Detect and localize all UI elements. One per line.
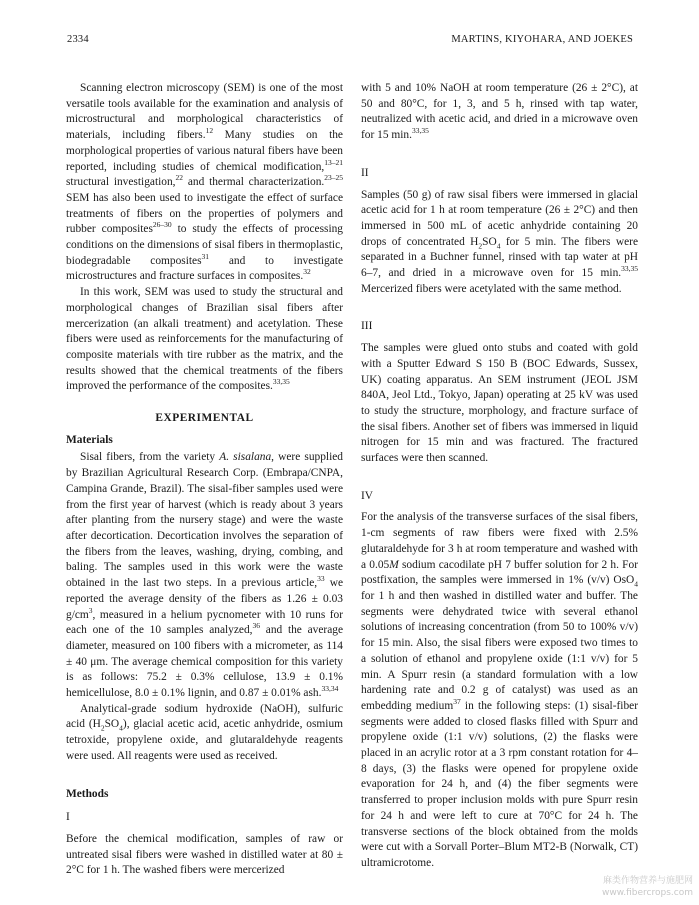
method-step-label-1: I bbox=[66, 811, 70, 824]
species-name: A. sisalana bbox=[219, 451, 272, 464]
acetylation-paragraph: Samples (50 g) of raw sisal fibers were immersed in glacial acetic acid for 1 h at room temperature (26 ± 2°C) and then immersed in 500 mL of acetic anhydride containing 20 drops of concentrated $H_2SO_4$ for 5 min. The fibers were separated in a Buchner funnel, rinsed with tap water at pH 6–7, and dried in a microwave oven for 15 min.$^{33,35}$ Mercerized fibers were acetylated with the same method. bbox=[361, 188, 638, 295]
citation: 22 bbox=[175, 173, 184, 183]
running-title: MARTINS, KIYOHARA, AND JOEKES bbox=[451, 34, 633, 45]
materials-paragraph-1: Sisal fibers, from the variety A. sisalana, were supplied by Brazilian Agricultural Research Corp. (Embrapa/CNPA, Campina Grande, Brazil). The sisal-fiber samples used were from the first year of harvest (which is ready about 3 years after planting from the nursery stage) and were the waste after decortication. Decortication involves the separation of the fibers from the leaves, washing, drying, combing, and baling. The samples used in this work were the waste obtained in the last two steps. In a previous article,$^{33}$ we reported the average density of the fibers as 1.26 ± 0.03 $g/cm^3$, measured in a helium pycnometer with 10 runs for each one of the 10 samples analyzed,$^{36}$ and the average diameter, measured on 100 fibers with a micrometer, as 114 ± 40 μm. The average chemical composition for this variety is as follows: 75.2 ± 0.3% cellulose, 13.9 ± 0.1% hemicellulose, 8.0 ± 0.1% lignin, and 0.87 ± 0.01% ash.$^{33,34}$ bbox=[66, 451, 344, 700]
citation: 12 bbox=[205, 126, 214, 136]
method-step-label-2: II bbox=[361, 166, 369, 179]
citation: 33,35 bbox=[272, 377, 290, 387]
transverse-analysis-paragraph: For the analysis of the transverse surfaces of the sisal fibers, 1-cm segments of raw fibers were fixed with 2.5% glutaraldehyde for 3 h at room temperature and washed with a 0.05M sodium cacodilate pH 7 buffer solution for 2 h. For postfixation, the samples were immersed in 1% (v/v) OsO$_4$ for 1 h and then washed in distilled water and buffer. The segments were dehydrated twice with several ethanol solutions of increasing concentration (from 50 to 100% v/v) for 15 min. Also, the sisal fibers were exposed two times to a solution of ethanol and propylene oxide (1:1 v/v) for 5 min. A Spurr resin (a standard formulation with a low hardening rate and 0.2 g of catalyst) was used as an embedding medium$^{37}$ in the following steps: (1) sisal-fiber segments were added to closed flasks filled with Spurr and propylene oxide (1:1 v/v) solutions, (2) the flasks were placed in an acrylic rotor at a 3 rpm constant rotation for 4–8 days, (3) the flasks were opened for propylene oxide evaporation for 24 h, and (4) the fiber segments were transferred to proper inclusion molds with pure Spurr resin for 24 h and were left to cure at 70°C for 24 h. The transverse sections of the block obtained from the molds were cut with a Sorvall Porter–Blum MT2-B (Norwalk, CT) ultramicrotome. bbox=[361, 511, 638, 869]
citation: 37 bbox=[453, 697, 461, 707]
unit-micrometer: μm bbox=[90, 655, 106, 668]
citation: 33,34 bbox=[321, 684, 339, 694]
right-column bbox=[361, 81, 638, 872]
mercerization-paragraph: with 5 and 10% NaOH at room temperature (26 ± 2°C), at 50 and 80°C, for 1, 3, and 5 h, rinsed with tap water, neutralized with acetic acid, and dried in a microwave oven for 15 min.$^{33,35}$ bbox=[361, 82, 638, 142]
sem-paragraph: The samples were glued onto stubs and coated with gold with a Sputter Edward S 150 B (BOC Edwards, Sussex, UK) coating apparatus. An SEM instrument (JEOL JSM 840A, Jeol Ltd., Tokyo, Japan) operating at 25 kV was used to study the structure, morphology, and fracture surface of the sisal fibers. Another set of fibers was immersed in liquid nitrogen for 15 min and was fractured. The fractured surfaces were then scanned. bbox=[361, 342, 638, 465]
method-step-label-4: IV bbox=[361, 489, 374, 502]
materials-paragraph-2: Analytical-grade sodium hydroxide (NaOH), sulfuric acid $(H_2SO_4)$, glacial acetic acid, acetic anhydride, osmium tetroxide, propylene oxide, and glutaraldehyde reagents were used. All reagents were used as received. bbox=[66, 702, 344, 762]
section-heading-experimental: EXPERIMENTAL bbox=[155, 412, 254, 425]
citation: 31 bbox=[201, 251, 210, 261]
citation: 33,35 bbox=[621, 264, 638, 274]
intro-paragraph-2: In this work, SEM was used to study the structural and morphological changes of Brazilian sisal fibers after mercerization (an alkali treatment) and acetylation. These fibers were used as reinforcements for the manufacturing of composite materials with tire rubber as the matrix, and the results showed that the chemical treatments of the fibers improved the performance of the composites.$^{33,35}$ bbox=[66, 286, 343, 393]
exponent: 3 bbox=[88, 605, 93, 615]
site-watermark: 麻类作物营养与施肥网 www.fibercrops.com bbox=[602, 876, 693, 898]
left-column bbox=[66, 81, 343, 879]
intro-paragraph-1: Scanning electron microscopy (SEM) is one of the most versatile tools available for the examination and analysis of microstructural and morphological characteristics of materials, including fibers.$^{12}$ Many studies on the morphological properties of various natural fibers have been reported, including studies of chemical modification,$^{13-21}$ structural investigation,$^{22}$ and thermal characterization.$^{23-25}$ SEM has also been used to investigate the effect of surface treatments of fibers on the properties of polymers and rubber composites$^{26-30}$ to study the effects of processing conditions on the dimensions of sisal fibers in thermoplastic, biodegradable composites$^{31}$ and to investigate microstructures and fracture surfaces in composites.$^{32}$ bbox=[66, 82, 343, 283]
citation: 32 bbox=[303, 267, 311, 277]
citation: 36 bbox=[252, 621, 261, 631]
page-number: 2334 bbox=[67, 34, 89, 45]
methods-paragraph-1: Before the chemical modification, samples of raw or untreated sisal fibers were washed in distilled water at 80 ± 2°C for 1 h. The washed fibers were mercerized bbox=[66, 832, 343, 877]
citation: 33,35 bbox=[411, 126, 429, 136]
citation: 13–21 bbox=[324, 157, 343, 167]
citation: 33 bbox=[317, 574, 325, 584]
subsection-heading-methods: Methods bbox=[66, 787, 109, 800]
citation: 23–25 bbox=[324, 173, 343, 183]
subsection-heading-materials: Materials bbox=[66, 433, 113, 446]
citation: 26–30 bbox=[152, 220, 172, 230]
method-step-label-3: III bbox=[361, 320, 373, 333]
